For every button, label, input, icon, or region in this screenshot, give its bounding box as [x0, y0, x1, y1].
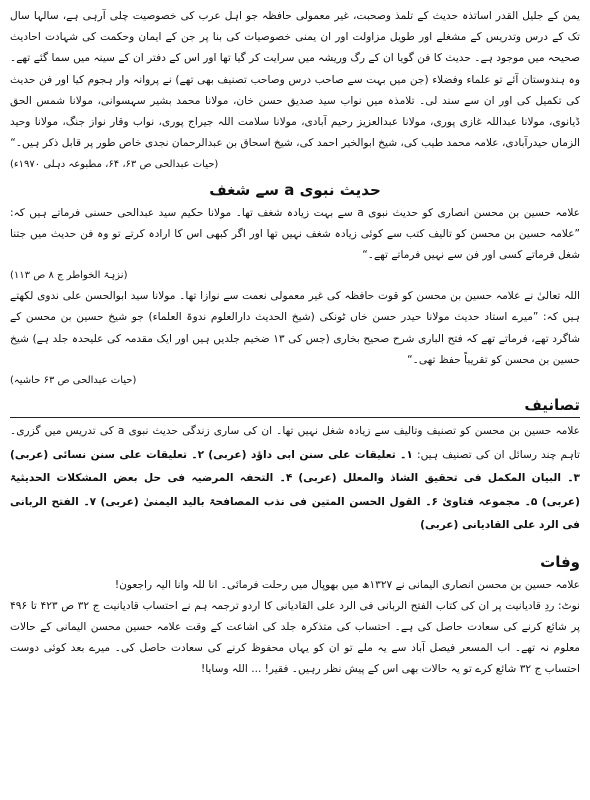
hadith-citation-1: (نزہۃ الخواطر ج ۸ ص ۱۱۳) — [10, 270, 128, 282]
intro-paragraph — [10, 6, 580, 176]
note-text: نوٹ: ردِ قادیانیت پر ان کی کتاب الفتح الربانی فی الرد علی القادیانی کا اردو ترجمہ ہم نے احتساب قادیانیت ج ۳۲ ص ۴۲۳ تا ۴۹۶ پر شائع کرنے کی سعادت حاصل کی ہے۔ احتساب کی متذکرہ جلد کی اشاعت کے وقت علامہ حسین محسن الیمانی کے حالات معلوم نہ تھے۔ اب المسعر فیصل آباد سے یہ ملے تو ان کو یہاں محفوظ کرنے کی سعادت حاصل کی۔ میرے بعد کوئی دوست احتساب ج ۳۲ شائع کرے تو یہ حالات بھی اس کے پیش نظر رہیں۔ فقیر! ... اللہ وسایا! — [10, 599, 580, 676]
works-item: ۵۔ مجموعہ فتاویٰ — [442, 495, 538, 508]
works-item: ۱۔ تعلیقات علی سنن ابی داؤد (عربی) — [208, 448, 413, 461]
death-paragraph — [10, 575, 580, 596]
intro-text: یمن کے جلیل القدر اساتذہ حدیث کے تلمذ وصحبت، غیر معمولی حافظہ جو اہل عرب کی خصوصیت چلی آرہی ہے، سالہا سال تک کے درس وتدریس کے مشغلے اور طویل مزاولت اور ان یمنی خصوصیات کی بنا پر جن کے ایمان وحکمت کی شہادت احادیث صحیحہ میں موجود ہے۔ حدیث کا فن گویا ان کے رگ وریشہ میں سرایت کر گیا تھا اور اس کے دفتر ان کے سینہ میں سما گئے تھے۔ وہ ہندوستان آئے تو علماء وفضلاء (جن میں بہت سے صاحب درس وصاحب تصنیف بھی تھے) نے پروانہ وار ہجوم کیا اور فن حدیث کی تکمیل کی اور ان سے سند لی۔ تلامذہ میں نواب سید صدیق حسن خان، مولانا محمد بشیر سہسوانی، مولانا شمس الحق ڈیانوی، مولانا عبداللہ غازی پوری، مولانا عبدالعزیز رحیم آبادی، مولانا سلامت اللہ جیراج پوری، نواب وقار نواز جنگ، مولانا وحید الزماں حیدرآبادی، علامہ محمد طیب کی، شیخ ابوالخیر احمد کی، شیخ اسحاق بن عبدالرحمان نجدی خاص طور پر قابل ذکر ہیں۔“ — [10, 10, 580, 150]
death-text: علامہ حسین بن محسن انصاری الیمانی نے ۱۳۲۷ھ میں بھوپال میں رحلت فرمائی۔ انا للہ وانا الیہ راجعون! — [114, 578, 580, 591]
note-paragraph — [10, 596, 580, 681]
works-intro: علامہ حسین بن محسن کو تصنیف وتالیف سے زیادہ شغل نہیں تھا۔ ان کی ساری زندگی حدیث نبوی a کی تدریس میں گزری۔ تاہم چند رسائل ان کی تصنیف ہیں: — [10, 425, 580, 461]
hadith-paragraph-1 — [10, 203, 580, 267]
works-section — [10, 420, 580, 538]
works-item: ۶۔ القول الحسن المتین فی نذب المصافحۃ بالید الیمنیٰ (عربی) — [100, 495, 438, 508]
section-heading-death: وفات — [540, 552, 580, 571]
hadith-text-1: علامہ حسین بن محسن انصاری کو حدیث نبوی a سے بہت زیادہ شغف تھا۔ مولانا حکیم سید عبدالحی حسنی فرماتے ہیں کہ: ”علامہ حسین بن محسن کو تالیف کتب سے کوئی زیادہ شغف نہیں تھا اور اگر کبھی اس کا ارادہ کرتے تو وہ فن حدیث میں جتنا شغل فرماتے کسی اور فن سے نہیں فرماتے تھے۔“ — [10, 206, 580, 262]
works-item: ۲۔ تعلیقات علی سنن نسائی (عربی) — [10, 448, 205, 461]
hadith-text-2: اللہ تعالیٰ نے علامہ حسین بن محسن کو قوت حافظہ کی غیر معمولی نعمت سے نوازا تھا۔ مولانا سید ابوالحسن علی ندوی لکھتے ہیں کہ: ”میرے استاد حدیث مولانا حیدر حسن خاں ٹونکی (شیخ الحدیث دارالعلوم ندوۃ العلماء) جو شیخ حسین بن محسن کے شاگرد تھے، فرماتے تھے کہ فتح الباری شرح صحیح بخاری (جس کی ۱۳ ضخیم جلدیں ہیں اور ایک مقدمہ کی علیحدہ جلد ہے) شیخ حسین بن محسن کو تقریباً حفظ تھی۔“ — [10, 290, 580, 366]
section-heading-hadith: حدیث نبوی a سے شغف — [209, 180, 381, 199]
works-item: ۳۔ البیان المکمل فی تحقیق الشاذ والمعلل (عربی) — [298, 472, 580, 485]
section-heading-works: تصانیف — [10, 394, 580, 418]
intro-citation: (حیات عبدالحی ص ۶۳، ۶۴، مطبوعہ دہلی ۱۹۷۰ء) — [10, 159, 219, 171]
works-item: ۷۔ الفتح الربانی فی الرد علی القادیانی (عربی) — [10, 495, 580, 532]
works-paragraph — [10, 420, 580, 538]
hadith-paragraph-2 — [10, 286, 580, 371]
works-item: ۴۔ التحفہ المرضیہ فی حل بعض المشکلات الحدیثیۃ (عربی) — [10, 472, 580, 508]
hadith-citation-2: (حیات عبدالحی ص ۶۳ حاشیہ) — [10, 375, 137, 387]
